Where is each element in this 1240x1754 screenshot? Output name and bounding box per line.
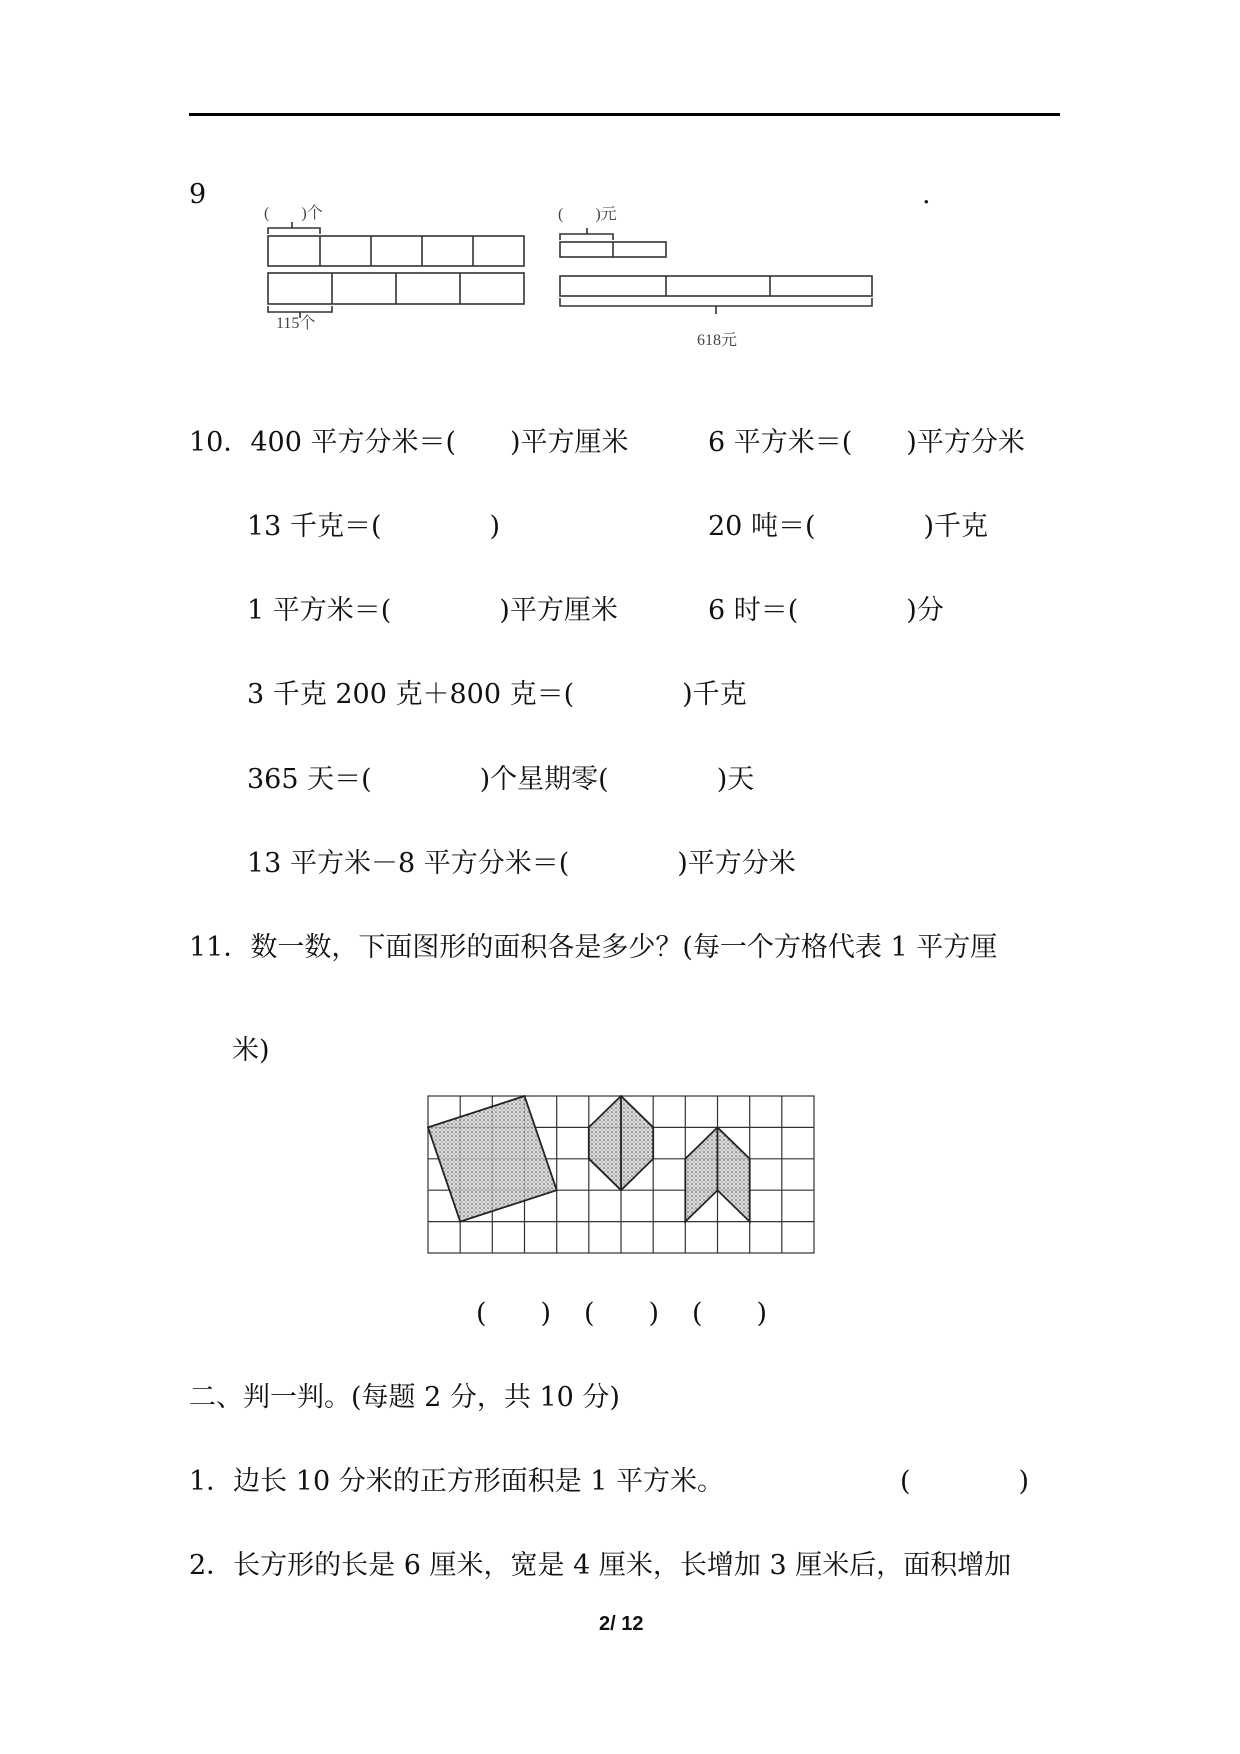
q11-grid-figure xyxy=(427,1095,827,1265)
q11-answer-1: ( ) xyxy=(476,1298,552,1329)
section2-q2: 2．长方形的长是 6 厘米，宽是 4 厘米，长增加 3 厘米后，面积增加 xyxy=(189,1550,1012,1581)
q9-right-top-label: ( )元 xyxy=(558,206,617,223)
q11-answer-2: ( ) xyxy=(584,1298,660,1329)
q10-row5: 365 天＝( )个星期零( )天 xyxy=(247,764,755,795)
q9-right-bottom-brace xyxy=(560,298,872,314)
q9-right-bottom-label: 618元 xyxy=(697,332,738,349)
q11-line1: 11．数一数，下面图形的面积各是多少？(每一个方格代表 1 平方厘 xyxy=(189,932,998,963)
section2-q1-paren: ( ) xyxy=(900,1466,1030,1497)
q9-left-top-brace xyxy=(268,222,320,234)
q10-row2-left: 13 千克＝( ) xyxy=(247,511,501,542)
q9-right-top-brace xyxy=(560,228,613,240)
q9-diagrams xyxy=(0,0,1240,400)
tilted-square-shape xyxy=(428,1096,557,1222)
page-number: 2/ 12 xyxy=(599,1613,644,1635)
q9-number: 9 xyxy=(189,179,207,210)
q11-answer-3: ( ) xyxy=(692,1298,768,1329)
q9-left-top-label: ( )个 xyxy=(264,205,323,222)
q10-row1-left: 10．400 平方分米＝( )平方厘米 xyxy=(189,427,629,458)
q10-row1-right: 6 平方米＝( )平方分米 xyxy=(708,427,1025,458)
q9-left-bottom-brace xyxy=(268,306,332,318)
section2-heading: 二、判一判。(每题 2 分，共 10 分) xyxy=(189,1382,620,1413)
q10-row3-right: 6 时＝( )分 xyxy=(708,595,944,626)
q11-line2: 米) xyxy=(232,1035,270,1066)
q9-left-bottom-label: 115个 xyxy=(276,315,316,332)
q10-row4: 3 千克 200 克＋800 克＝( )千克 xyxy=(247,679,747,710)
section2-q1: 1．边长 10 分米的正方形面积是 1 平方米。 xyxy=(189,1466,725,1497)
q9-right-bottom-bar xyxy=(560,276,872,296)
q10-row3-left: 1 平方米＝( )平方厘米 xyxy=(247,595,618,626)
q10-row6: 13 平方米－8 平方分米＝( )平方分米 xyxy=(247,848,796,879)
q10-row2-right: 20 吨＝( )千克 xyxy=(708,511,989,542)
q9-left-top-bar xyxy=(268,236,524,266)
q9-dot: . xyxy=(922,179,931,210)
